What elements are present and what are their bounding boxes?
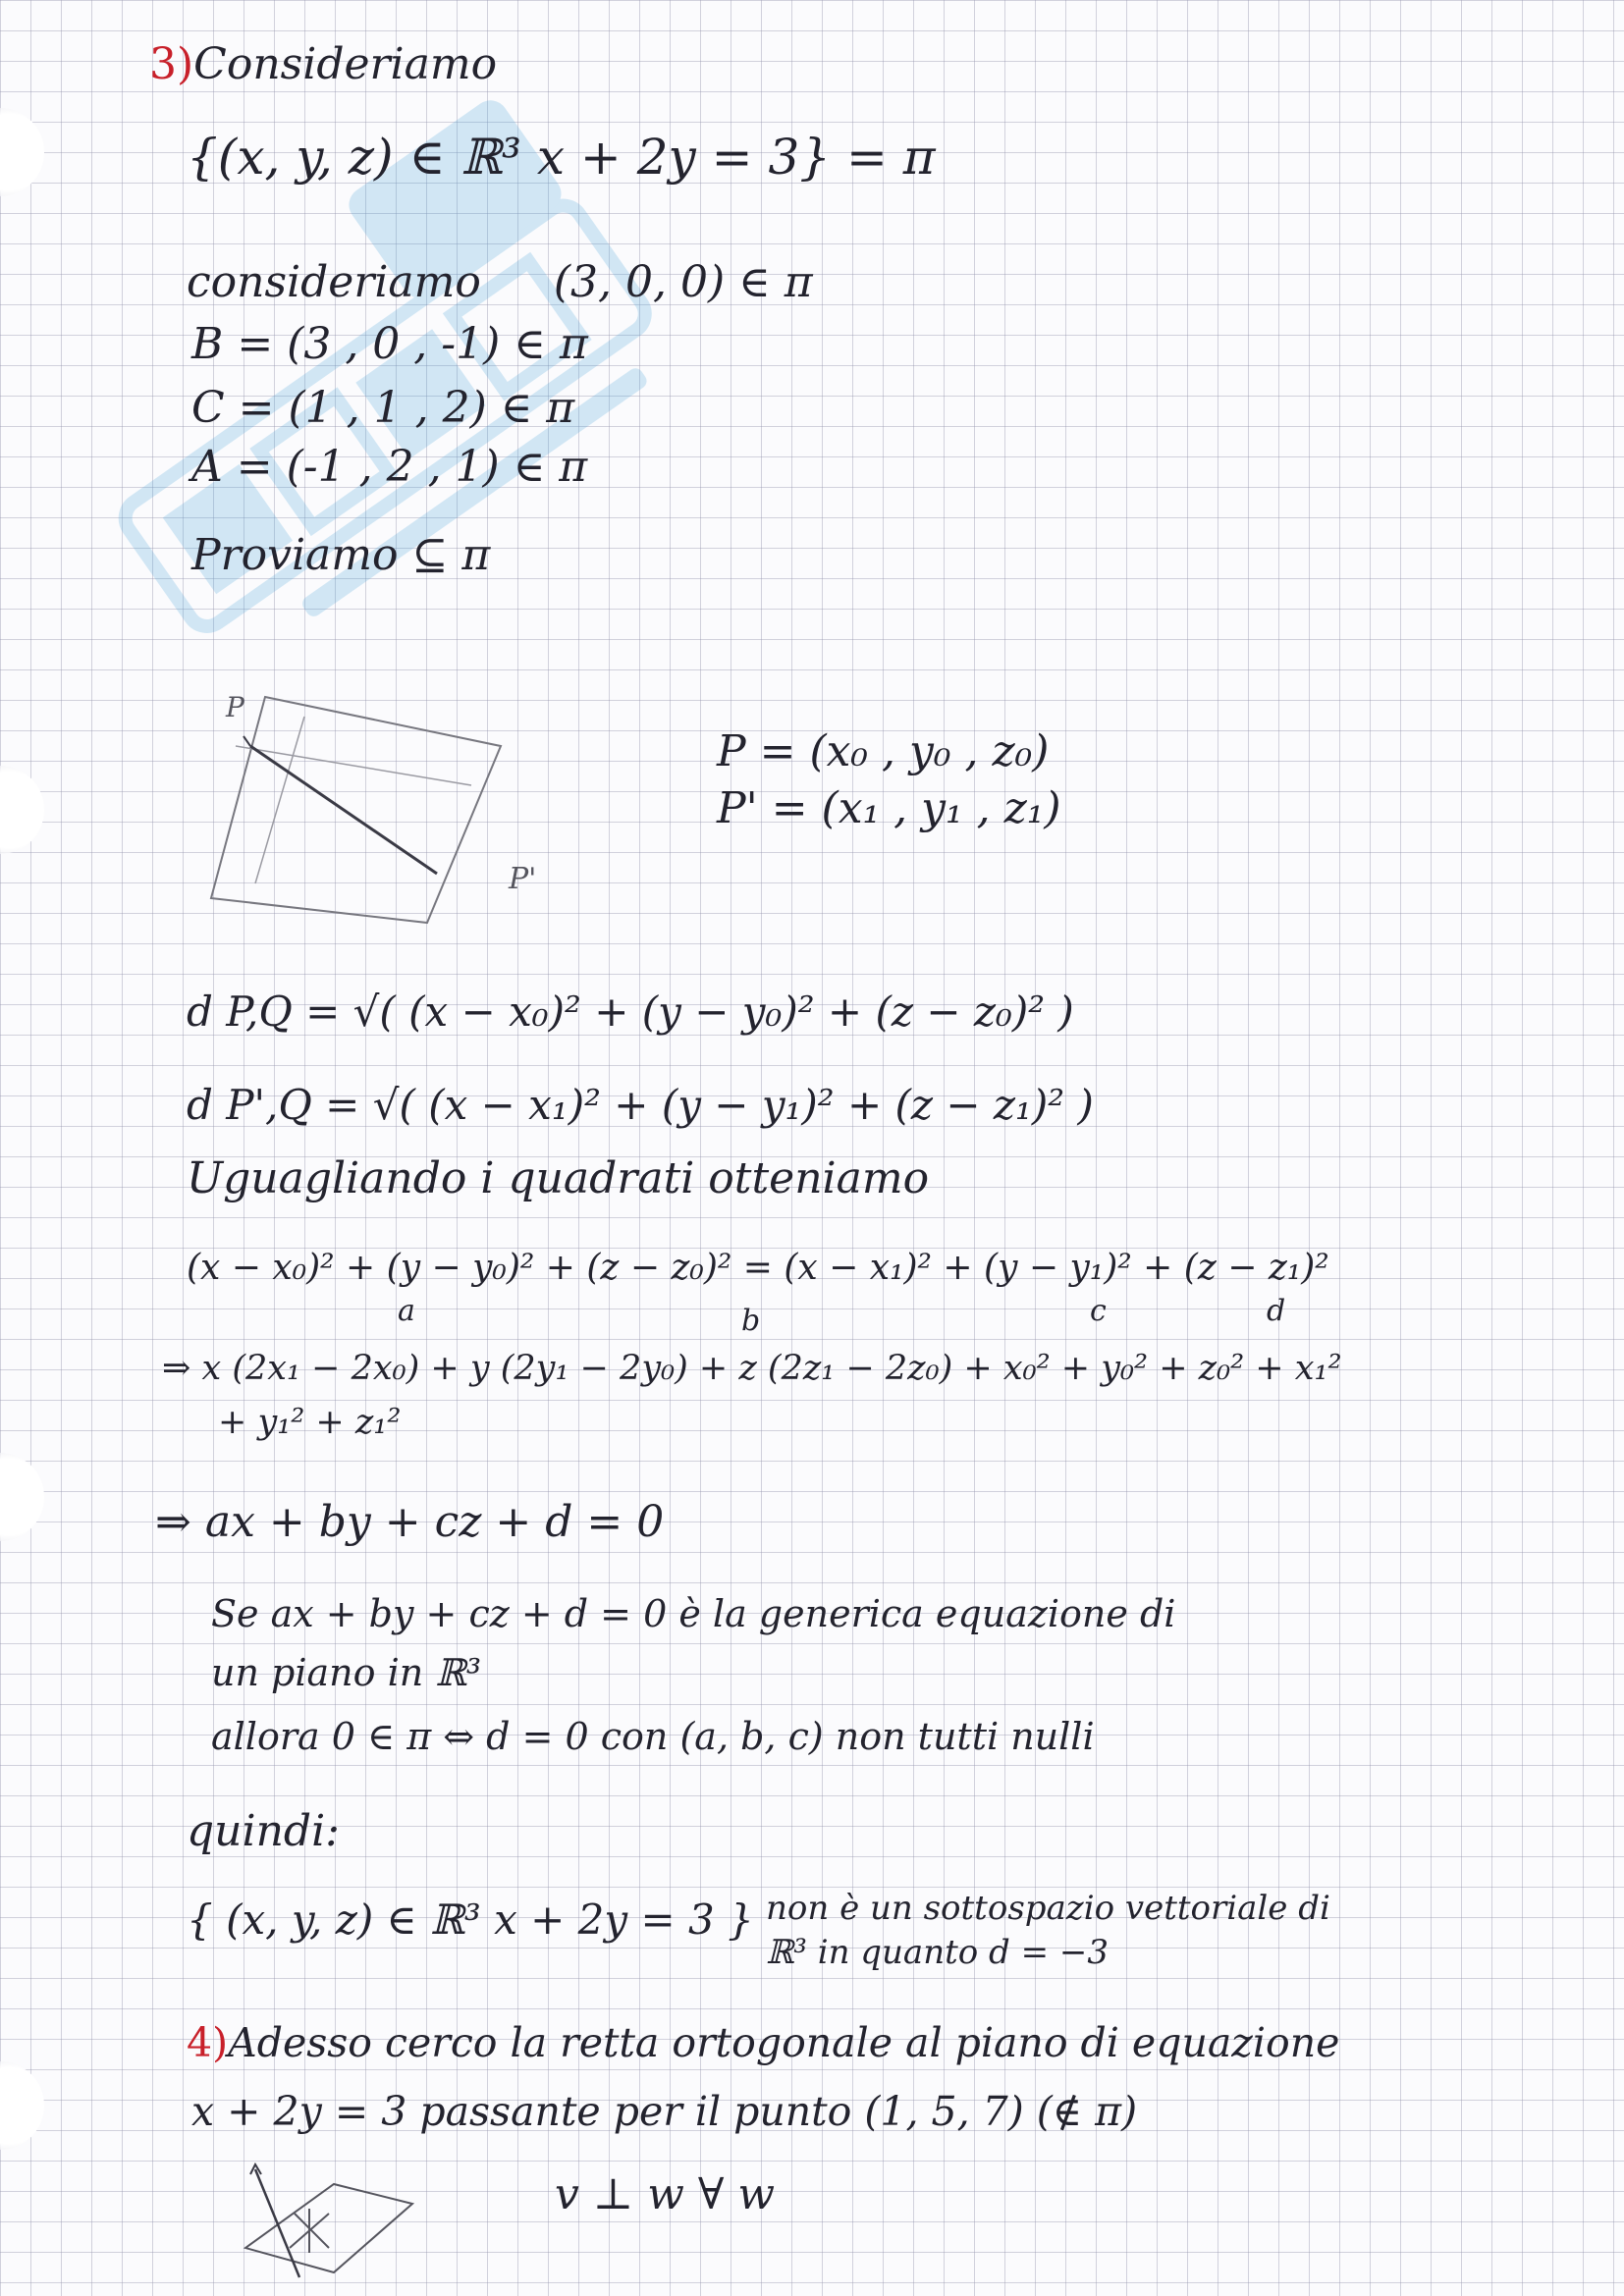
coef-label-c: c — [1090, 1294, 1107, 1328]
point-origin: (3, 0, 0) ∈ π — [553, 257, 813, 307]
p-definition: P = (x₀ , y₀ , z₀) — [717, 726, 1050, 776]
quindi-label: quindi: — [187, 1806, 340, 1856]
expanded-line-2: + y₁² + z₁² — [218, 1403, 402, 1442]
sketch-label-p: P — [226, 691, 244, 723]
consider-label: consideriamo — [187, 257, 481, 307]
point-c: C = (1 , 1 , 2) ∈ π — [191, 383, 575, 433]
set-2: { (x, y, z) ∈ ℝ³ x + 2y = 3 } — [187, 1896, 754, 1944]
squares-equation: (x − x₀)² + (y − y₀)² + (z − z₀)² = (x − x₁)² + (y − y₁)² + (z − z₁)² — [187, 1248, 1329, 1288]
punch-hole — [0, 108, 44, 196]
set-definition — [187, 128, 936, 187]
section-number: 3) — [149, 39, 194, 89]
p1-definition: P' = (x₁ , y₁ , z₁) — [717, 783, 1061, 833]
section-4-line-1 — [187, 2017, 1339, 2068]
if-line-1: Se ax + by + cz + d = 0 è la generica equazione di — [211, 1592, 1176, 1635]
set-definition-text: {(x, y, z) ∈ ℝ³ x + 2y = 3} = π — [187, 129, 936, 186]
set-2-note-2: ℝ³ in quanto d = −3 — [766, 1933, 1110, 1972]
plane-sketch — [196, 677, 589, 942]
section-4-text: Adesso cerco la retta ortogonale al piano di equazione — [228, 2019, 1340, 2066]
point-a: A = (-1 , 2 , 1) ∈ π — [191, 442, 588, 492]
distance-p1q: d P',Q = √( (x − x₁)² + (y − y₁)² + (z − z₁)² ) — [187, 1081, 1094, 1129]
section-4-number: 4) — [187, 2019, 229, 2066]
distance-pq: d P,Q = √( (x − x₀)² + (y − y₀)² + (z − z₀)² ) — [187, 988, 1074, 1036]
section-4-line-2: x + 2y = 3 passante per il punto (1, 5, 7) (∉ π) — [191, 2088, 1138, 2135]
intro-text: Consideriamo — [193, 39, 498, 89]
set-2-note-1: non è un sottospazio vettoriale di — [766, 1889, 1330, 1928]
if-line-3: allora 0 ∈ π ⇔ d = 0 con (a, b, c) non tutti nulli — [211, 1715, 1095, 1758]
coef-label-a: a — [398, 1294, 415, 1328]
punch-hole — [0, 766, 44, 854]
proviamo-line: Proviamo ⊆ π — [191, 530, 491, 580]
expanded-line-1: ⇒ x (2x₁ − 2x₀) + y (2y₁ − 2y₀) + z (2z₁ − 2z₀) + x₀² + y₀² + z₀² + x₁² — [162, 1349, 1342, 1388]
point-b: B = (3 , 0 , -1) ∈ π — [191, 319, 588, 369]
section-3-heading — [149, 39, 497, 90]
if-line-2: un piano in ℝ³ — [211, 1651, 482, 1694]
consider-line — [187, 257, 813, 308]
plane-equation: ⇒ ax + by + cz + d = 0 — [155, 1497, 665, 1547]
sketch-label-p1: P' — [509, 862, 537, 896]
orthogonality-statement: v ⊥ w ∀ w — [555, 2169, 776, 2219]
equate-text: Uguagliando i quadrati otteniamo — [187, 1153, 930, 1203]
punch-hole — [0, 1453, 44, 1541]
coef-label-d: d — [1267, 1294, 1286, 1328]
coef-label-b: b — [741, 1304, 761, 1338]
line-plane-sketch — [216, 2155, 422, 2282]
punch-hole — [0, 2061, 44, 2150]
